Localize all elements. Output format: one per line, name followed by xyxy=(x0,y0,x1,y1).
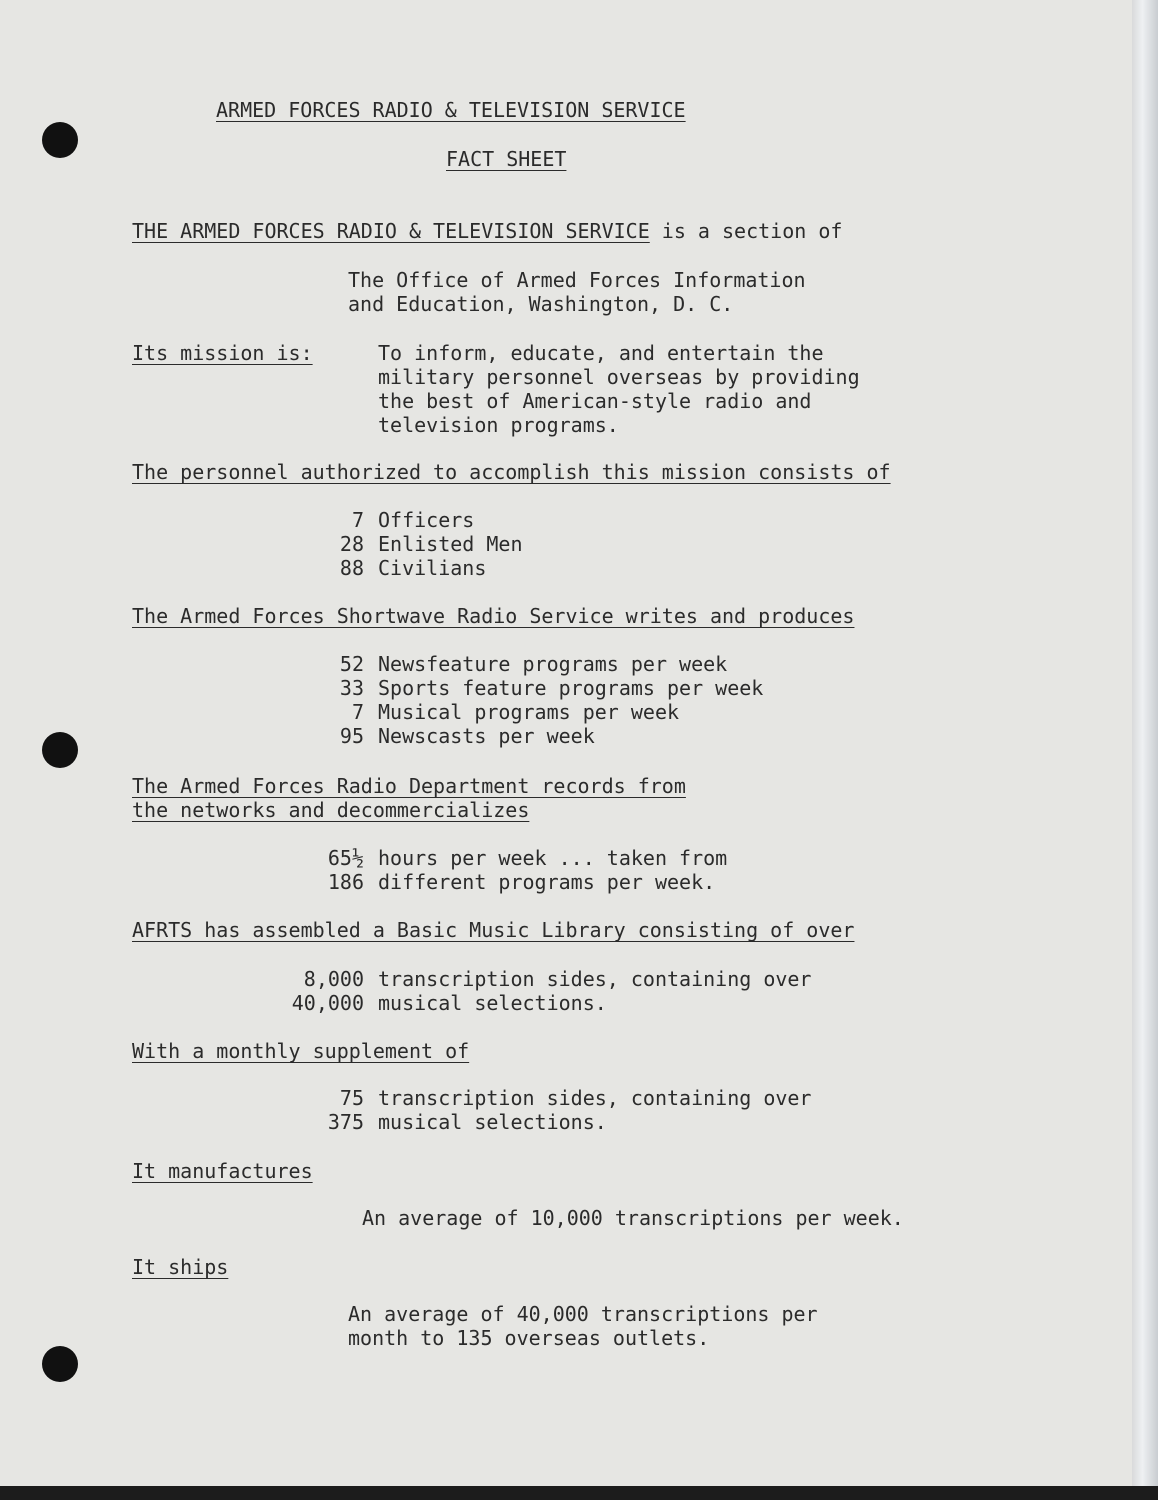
manufactures-text: An average of 10,000 transcriptions per week. xyxy=(362,1206,904,1230)
library-text: transcription sides, containing over xyxy=(378,967,812,991)
shortwave-num: 95 xyxy=(339,724,364,748)
manufactures-heading: It manufactures xyxy=(132,1159,313,1183)
library-num: 40,000 xyxy=(291,991,364,1015)
personnel-text: Civilians xyxy=(378,556,487,580)
mission-line-4: television programs. xyxy=(378,413,619,437)
library-heading: AFRTS has assembled a Basic Music Library consisting of over xyxy=(132,918,855,942)
punch-hole-bottom xyxy=(42,1346,78,1382)
personnel-num: 28 xyxy=(339,532,364,556)
supplement-text: musical selections. xyxy=(378,1110,607,1134)
shortwave-heading: The Armed Forces Shortwave Radio Service writes and produces xyxy=(132,604,855,628)
punch-hole-top xyxy=(42,122,78,158)
personnel-text: Officers xyxy=(378,508,475,532)
shortwave-text: Musical programs per week xyxy=(378,700,680,724)
ships-heading: It ships xyxy=(132,1255,229,1279)
radio-dept-num: 65½ xyxy=(327,846,364,870)
org-line-1: The Office of Armed Forces Information xyxy=(348,268,806,292)
radio-dept-heading-1: The Armed Forces Radio Department records from xyxy=(132,774,686,798)
scan-border xyxy=(0,1486,1158,1500)
ships-line-1: An average of 40,000 transcriptions per xyxy=(348,1302,818,1326)
supplement-num: 75 xyxy=(339,1086,364,1110)
personnel-heading: The personnel authorized to accomplish this mission consists of xyxy=(132,460,891,484)
shortwave-text: Newscasts per week xyxy=(378,724,595,748)
shortwave-num: 7 xyxy=(351,700,364,724)
ships-line-2: month to 135 overseas outlets. xyxy=(348,1326,710,1350)
library-text: musical selections. xyxy=(378,991,607,1015)
supplement-num: 375 xyxy=(327,1110,364,1134)
intro-lead: THE ARMED FORCES RADIO & TELEVISION SERVICE xyxy=(132,219,650,243)
mission-label: Its mission is: xyxy=(132,341,313,365)
shortwave-num: 33 xyxy=(339,676,364,700)
radio-dept-num: 186 xyxy=(327,870,364,894)
radio-dept-text: different programs per week. xyxy=(378,870,716,894)
library-num: 8,000 xyxy=(303,967,364,991)
radio-dept-text: hours per week ... taken from xyxy=(378,846,728,870)
mission-line-1: To inform, educate, and entertain the xyxy=(378,341,824,365)
shortwave-text: Sports feature programs per week xyxy=(378,676,764,700)
shortwave-text: Newsfeature programs per week xyxy=(378,652,728,676)
supplement-text: transcription sides, containing over xyxy=(378,1086,812,1110)
personnel-text: Enlisted Men xyxy=(378,532,523,556)
shortwave-num: 52 xyxy=(339,652,364,676)
punch-hole-middle xyxy=(42,732,78,768)
personnel-num: 7 xyxy=(351,508,364,532)
document-title: ARMED FORCES RADIO & TELEVISION SERVICE xyxy=(216,98,686,122)
intro-line xyxy=(132,219,842,243)
mission-line-3: the best of American-style radio and xyxy=(378,389,812,413)
personnel-num: 88 xyxy=(339,556,364,580)
page-edge xyxy=(1132,0,1158,1493)
mission-line-2: military personnel overseas by providing xyxy=(378,365,860,389)
radio-dept-heading-2: the networks and decommercializes xyxy=(132,798,530,822)
document-subtitle: FACT SHEET xyxy=(446,147,567,171)
intro-tail: is a section of xyxy=(649,219,843,243)
org-line-2: and Education, Washington, D. C. xyxy=(348,292,734,316)
supplement-heading: With a monthly supplement of xyxy=(132,1039,470,1063)
